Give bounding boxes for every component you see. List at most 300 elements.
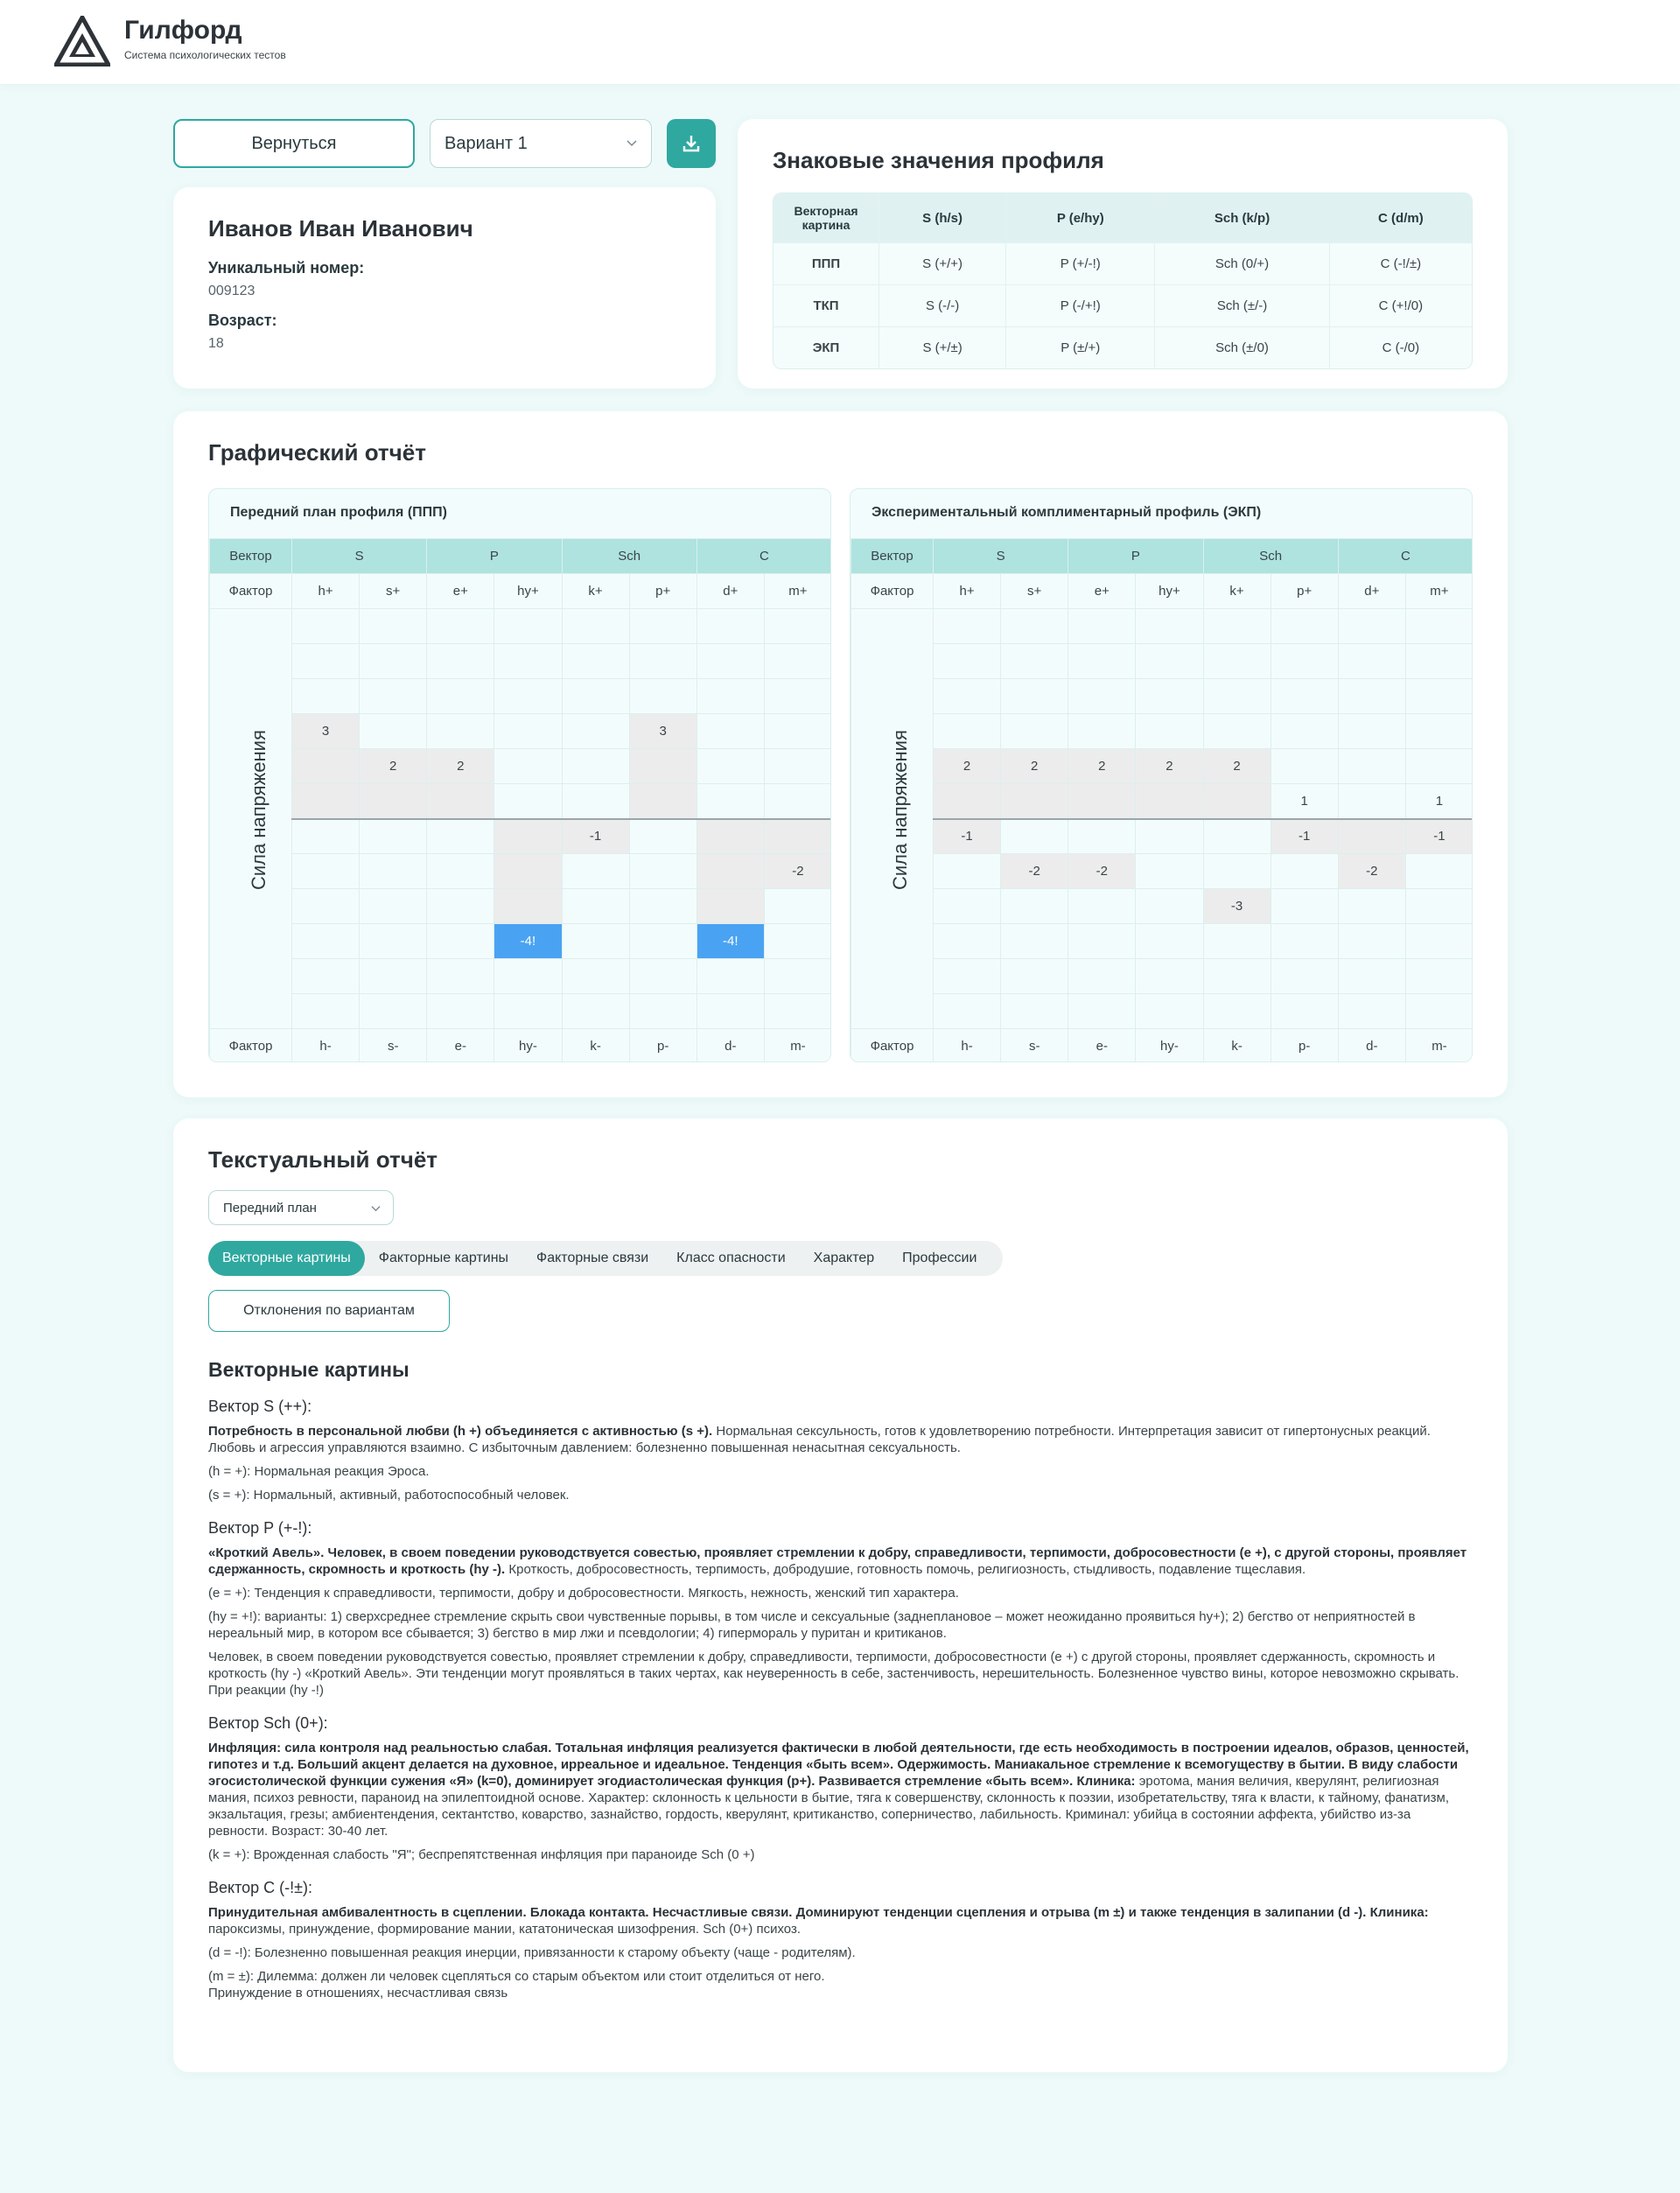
grid-row bbox=[851, 679, 1474, 714]
grid-cell bbox=[1136, 924, 1203, 959]
grid-cell bbox=[1203, 959, 1270, 994]
factor-header: h+ bbox=[934, 574, 1001, 609]
grid-cell bbox=[1405, 889, 1473, 924]
section-note: (hy = +!): варианты: 1) сверхсреднее стремление скрыть свои чувственные порывы, в том числе и сексуальные (заднеплановое – может неожиданно проявиться hy+); 2) бегство от неприятностей в нереальный мир, в котором все сбывается; 3) бегство в мир лжи и псевдологии; 4) гипермораль у пуритан и критиканов. bbox=[208, 1609, 1416, 1641]
grid-cell bbox=[696, 994, 764, 1029]
grid-cell bbox=[360, 924, 427, 959]
grid-cell: 1 bbox=[1405, 784, 1473, 819]
grid-cell bbox=[1068, 609, 1136, 644]
grid-cell bbox=[562, 924, 629, 959]
grid-cell bbox=[562, 644, 629, 679]
graphic-report-title: Графический отчёт bbox=[208, 439, 426, 466]
grid-cell bbox=[764, 784, 831, 819]
age-label: Возраст: bbox=[208, 312, 277, 329]
grid-cell: 1 bbox=[1270, 784, 1338, 819]
grid-cell bbox=[629, 889, 696, 924]
grid-row bbox=[210, 679, 832, 714]
grid-cell bbox=[1203, 819, 1270, 854]
factor-header: hy- bbox=[1136, 1029, 1203, 1063]
grid-cell bbox=[696, 889, 764, 924]
text-report-title: Текстуальный отчёт bbox=[208, 1146, 438, 1173]
grid-cell bbox=[1270, 609, 1338, 644]
grid-cell bbox=[292, 784, 360, 819]
grid-cell bbox=[629, 924, 696, 959]
grid-cell bbox=[562, 714, 629, 749]
grid-cell bbox=[1001, 784, 1068, 819]
grid-cell bbox=[1405, 959, 1473, 994]
grid-cell bbox=[494, 854, 562, 889]
grid-cell bbox=[1338, 644, 1405, 679]
grid-cell bbox=[1203, 994, 1270, 1029]
signs-cell: Sch (0/+) bbox=[1154, 242, 1328, 284]
grid-cell bbox=[427, 714, 494, 749]
grid-cell bbox=[360, 819, 427, 854]
grid-cell bbox=[1270, 644, 1338, 679]
grid-cell: 2 bbox=[1136, 749, 1203, 784]
factor-row-bottom bbox=[210, 1029, 832, 1063]
grid-cell bbox=[934, 784, 1001, 819]
grid-cell bbox=[1068, 819, 1136, 854]
signs-cell: S (+/±) bbox=[878, 326, 1005, 368]
plan-select[interactable] bbox=[208, 1190, 394, 1225]
grid-cell bbox=[562, 749, 629, 784]
factor-label: Фактор bbox=[210, 1029, 292, 1063]
grid-cell bbox=[1405, 924, 1473, 959]
grid-cell bbox=[1068, 784, 1136, 819]
report-heading: Векторные картины bbox=[208, 1358, 410, 1381]
section-paragraph: Инфляция: сила контроля над реальностью слабая. Тотальная инфляция реализуется фактически в любой деятельности, где есть необходимость в построении идеалов, образов, ценностей, гипотез и т.д. Больший акцент делается на духовное, ирреальное и идеальное. Тенденция «быть всем». Одержимость. Маниакальное стремление к всемогуществу в бытии. В виду слабости эгосистолической функции сужения «Я» (k=0), доминирует эгодиастолическая функция (p+). Развивается стремление «быть всем». Клиника: эротома, мания величия, кверулянт, религиозная мания, психоз ревности, параноид на эпилептоидной основе. Характер: склонность к цельности в бытие, тяга к совершенству, склонность к поэзии, изобретательству, тяга к власти, к тайному, фанатизм, экзальтация, грезы; амбиентендения, сектантство, коварство, зазнайство, гордость, кверулянт, критиканство, соперничество, лабильность. Криминал: убийца в состоянии аффекта, убийство из-за ревности. Возраст: 30-40 лет. bbox=[208, 1741, 1469, 1839]
vector-label: Вектор bbox=[851, 539, 934, 574]
grid-cell bbox=[360, 959, 427, 994]
vector-header: S bbox=[292, 539, 427, 574]
grid-cell bbox=[562, 854, 629, 889]
grid-cell bbox=[1405, 679, 1473, 714]
grid-cell bbox=[1270, 959, 1338, 994]
profile-signs-card bbox=[738, 119, 1508, 389]
grid-cell bbox=[1068, 679, 1136, 714]
factor-header: s- bbox=[1001, 1029, 1068, 1063]
grid-cell bbox=[629, 854, 696, 889]
profile-grid-ppp bbox=[208, 488, 831, 1062]
grid-cell bbox=[1136, 889, 1203, 924]
grid-cell bbox=[1338, 679, 1405, 714]
grid-cell bbox=[1068, 644, 1136, 679]
grid-cell bbox=[292, 924, 360, 959]
section-note: (d = -!): Болезненно повышенная реакция инерции, привязанности к старому объекту (чаще - родителям). bbox=[208, 1945, 856, 1960]
signs-cell: P (±/+) bbox=[1005, 326, 1154, 368]
factor-header: p+ bbox=[1270, 574, 1338, 609]
grid-cell bbox=[1136, 994, 1203, 1029]
grid-cell bbox=[494, 959, 562, 994]
profile-signs-table bbox=[773, 193, 1473, 369]
report-body bbox=[208, 1358, 1473, 2008]
grid-cell bbox=[562, 784, 629, 819]
grid-row bbox=[210, 819, 832, 854]
grid-cell bbox=[292, 609, 360, 644]
grid-cell bbox=[696, 644, 764, 679]
grid-cell bbox=[292, 644, 360, 679]
grid-cell bbox=[1405, 994, 1473, 1029]
grid-cell bbox=[1001, 889, 1068, 924]
factor-header: e- bbox=[1068, 1029, 1136, 1063]
signs-row bbox=[774, 326, 1472, 368]
grid-cell bbox=[1338, 609, 1405, 644]
factor-header: m+ bbox=[764, 574, 831, 609]
grid-cell bbox=[427, 784, 494, 819]
vector-header: C bbox=[1338, 539, 1473, 574]
grid-cell bbox=[1270, 749, 1338, 784]
grid-row bbox=[851, 609, 1474, 644]
factor-label: Фактор bbox=[851, 574, 934, 609]
grid-cell bbox=[696, 959, 764, 994]
grid-cell: 2 bbox=[1001, 749, 1068, 784]
grid-cell: -2 bbox=[1338, 854, 1405, 889]
grid-cell: -2 bbox=[1068, 854, 1136, 889]
factor-header: e- bbox=[427, 1029, 494, 1063]
grid-cell bbox=[696, 714, 764, 749]
grid-cell bbox=[696, 679, 764, 714]
vector-row bbox=[210, 539, 832, 574]
grid-cell bbox=[629, 609, 696, 644]
grid-cell bbox=[1203, 924, 1270, 959]
factor-header: e+ bbox=[427, 574, 494, 609]
factor-label: Фактор bbox=[851, 1029, 934, 1063]
grid-cell bbox=[1001, 714, 1068, 749]
grid-cell bbox=[1338, 784, 1405, 819]
grid-cell: -3 bbox=[1203, 889, 1270, 924]
grid-cell bbox=[1405, 854, 1473, 889]
unique-id-label: Уникальный номер: bbox=[208, 259, 365, 277]
tab-character[interactable]: Характер bbox=[813, 1251, 875, 1265]
grid-cell: 2 bbox=[360, 749, 427, 784]
grid-row bbox=[210, 609, 832, 644]
grid-cell bbox=[764, 959, 831, 994]
grid-cell bbox=[696, 854, 764, 889]
grid-cell bbox=[1405, 644, 1473, 679]
profile-signs-title: Знаковые значения профиля bbox=[773, 147, 1104, 173]
grid-row bbox=[210, 644, 832, 679]
grid-cell bbox=[629, 644, 696, 679]
vector-row bbox=[851, 539, 1474, 574]
section-title: Вектор Sch (0+): bbox=[208, 1714, 328, 1732]
grid-cell bbox=[629, 784, 696, 819]
section-title: Вектор P (+-!): bbox=[208, 1519, 312, 1537]
grid-cell bbox=[1001, 994, 1068, 1029]
vector-header: Sch bbox=[1203, 539, 1338, 574]
signs-header-cell: P (e/hy) bbox=[1005, 193, 1154, 242]
factor-header: d+ bbox=[696, 574, 764, 609]
tab-factor-pictures[interactable]: Факторные картины bbox=[378, 1251, 509, 1265]
factor-header: h- bbox=[934, 1029, 1001, 1063]
grid-row bbox=[851, 924, 1474, 959]
grid-row bbox=[851, 819, 1474, 854]
factor-header: d- bbox=[696, 1029, 764, 1063]
grid-cell bbox=[562, 889, 629, 924]
grid-cell bbox=[494, 784, 562, 819]
variant-select[interactable] bbox=[430, 119, 652, 168]
grid-row bbox=[210, 854, 832, 889]
grid-cell bbox=[764, 609, 831, 644]
grid-cell: 2 bbox=[1203, 749, 1270, 784]
profile-grid-table bbox=[209, 538, 831, 1062]
grid-cell bbox=[764, 749, 831, 784]
grid-cell bbox=[1203, 609, 1270, 644]
signs-cell: C (+!/0) bbox=[1329, 284, 1472, 326]
grid-cell bbox=[562, 609, 629, 644]
grid-cell bbox=[562, 959, 629, 994]
factor-header: k- bbox=[562, 1029, 629, 1063]
grid-cell: -1 bbox=[562, 819, 629, 854]
grid-cell bbox=[494, 679, 562, 714]
grid-row bbox=[851, 644, 1474, 679]
signs-cell: Sch (±/-) bbox=[1154, 284, 1328, 326]
grid-row bbox=[851, 784, 1474, 819]
grid-cell bbox=[1068, 714, 1136, 749]
factor-header: m+ bbox=[1405, 574, 1473, 609]
factor-label: Фактор bbox=[210, 574, 292, 609]
grid-row bbox=[851, 994, 1474, 1029]
grid-cell bbox=[1001, 609, 1068, 644]
grid-cell bbox=[764, 679, 831, 714]
grid-cell bbox=[562, 994, 629, 1029]
section-note: Принуждение в отношениях, несчастливая связь bbox=[208, 1986, 508, 2000]
factor-header: hy+ bbox=[1136, 574, 1203, 609]
section-paragraph: Принудительная амбивалентность в сцеплении. Блокада контакта. Несчастливые связи. Доминируют тенденции сцепления и отрыва (m ±) и также тенденция в залипании (d -). Клиника: пароксизмы, принуждение, формирование мании, кататоническая шизофрения. Sch (0+) психоз. bbox=[208, 1905, 1429, 1937]
grid-cell bbox=[1270, 679, 1338, 714]
person-name: Иванов Иван Иванович bbox=[208, 215, 473, 242]
grid-cell bbox=[494, 994, 562, 1029]
grid-cell bbox=[934, 854, 1001, 889]
grid-cell bbox=[1405, 714, 1473, 749]
axis-label: Сила напряжения bbox=[889, 730, 911, 890]
profile-grid-table bbox=[850, 538, 1473, 1062]
grid-cell bbox=[360, 994, 427, 1029]
vector-header: Sch bbox=[562, 539, 696, 574]
grid-cell bbox=[1068, 994, 1136, 1029]
report-tabs bbox=[208, 1241, 1003, 1276]
factor-header: s- bbox=[360, 1029, 427, 1063]
grid-cell bbox=[1338, 749, 1405, 784]
grid-cell bbox=[1203, 644, 1270, 679]
panel-title: Передний план профиля (ППП) bbox=[230, 505, 447, 520]
grid-cell: -1 bbox=[1270, 819, 1338, 854]
factor-header: s+ bbox=[1001, 574, 1068, 609]
brand-logo-icon bbox=[54, 16, 110, 67]
grid-cell bbox=[292, 854, 360, 889]
age-value: 18 bbox=[208, 336, 224, 351]
section-note: (k = +): Врожденная слабость "Я"; беспрепятственная инфляция при параноиде Sch (0 +) bbox=[208, 1847, 755, 1862]
grid-cell bbox=[427, 644, 494, 679]
signs-header-cell: S (h/s) bbox=[878, 193, 1005, 242]
section-note: (m = ±): Дилемма: должен ли человек сцепляться со старым объектом или стоит отделиться от него. bbox=[208, 1969, 825, 1984]
section-paragraph: Потребность в персональной любви (h +) объединяется с активностью (s +). Нормальная сексульность, готов к удовлетворению потребности. Интерпретация зависит от гипертонусных реакций. Любовь и агрессия управляются взаимно. С избыточным давлением: болезненно повышенная ненасытная сексуальность. bbox=[208, 1424, 1431, 1455]
grid-cell bbox=[629, 749, 696, 784]
grid-cell: -1 bbox=[934, 819, 1001, 854]
factor-header: p+ bbox=[629, 574, 696, 609]
factor-header: e+ bbox=[1068, 574, 1136, 609]
factor-header: hy- bbox=[494, 1029, 562, 1063]
grid-cell bbox=[1338, 819, 1405, 854]
variant-select-value: Вариант 1 bbox=[444, 133, 528, 153]
factor-header: s+ bbox=[360, 574, 427, 609]
deviations-button[interactable]: Отклонения по вариантам bbox=[208, 1290, 450, 1332]
grid-row bbox=[851, 749, 1474, 784]
factor-header: p- bbox=[1270, 1029, 1338, 1063]
grid-cell bbox=[292, 994, 360, 1029]
grid-cell bbox=[292, 959, 360, 994]
grid-row bbox=[851, 714, 1474, 749]
grid-cell: 3 bbox=[292, 714, 360, 749]
grid-cell bbox=[1270, 714, 1338, 749]
grid-row bbox=[851, 854, 1474, 889]
grid-cell bbox=[1203, 784, 1270, 819]
tab-vector-pictures[interactable]: Векторные картины bbox=[208, 1241, 365, 1276]
grid-cell bbox=[292, 749, 360, 784]
grid-cell bbox=[494, 644, 562, 679]
signs-row-label: ППП bbox=[774, 242, 878, 284]
grid-cell bbox=[764, 924, 831, 959]
grid-cell bbox=[1270, 889, 1338, 924]
factor-header: k- bbox=[1203, 1029, 1270, 1063]
factor-header: h+ bbox=[292, 574, 360, 609]
grid-cell bbox=[360, 714, 427, 749]
grid-cell bbox=[292, 679, 360, 714]
vector-header: S bbox=[934, 539, 1068, 574]
grid-cell bbox=[427, 924, 494, 959]
factor-header: k+ bbox=[1203, 574, 1270, 609]
grid-cell bbox=[360, 609, 427, 644]
brand-subtitle: Система психологических тестов bbox=[124, 49, 286, 61]
chevron-down-icon bbox=[371, 1203, 381, 1213]
grid-row bbox=[851, 959, 1474, 994]
grid-cell bbox=[1203, 714, 1270, 749]
factor-header: h- bbox=[292, 1029, 360, 1063]
grid-cell bbox=[1136, 714, 1203, 749]
grid-cell bbox=[764, 994, 831, 1029]
grid-cell bbox=[1068, 889, 1136, 924]
grid-cell bbox=[427, 854, 494, 889]
section-note: Человек, в своем поведении руководствуется совестью, проявляет стремлении к добру, справедливости, терпимости, добросовестности (е +) с другой стороны, проявляет сдержанность, скромность и кроткость (hy -) «Кроткий Авель». Эти тенденции могут проявляться в таких чертах, как неуверенность в себе, застенчивость, нерешительность. Болезненное чувство вины, которое невозможно скрывать. При реакции (hy -!) bbox=[208, 1650, 1460, 1698]
graphic-report-card bbox=[173, 411, 1508, 1097]
signs-cell: C (-!/±) bbox=[1329, 242, 1472, 284]
signs-header-cell: Sch (k/p) bbox=[1154, 193, 1328, 242]
signs-row bbox=[774, 284, 1472, 326]
tab-factor-links[interactable]: Факторные связи bbox=[536, 1251, 649, 1265]
grid-row bbox=[210, 784, 832, 819]
section-title: Вектор S (++): bbox=[208, 1398, 312, 1415]
grid-cell: 2 bbox=[427, 749, 494, 784]
factor-header: hy+ bbox=[494, 574, 562, 609]
signs-header-row bbox=[774, 193, 1472, 242]
grid-cell bbox=[494, 819, 562, 854]
grid-cell bbox=[1136, 854, 1203, 889]
grid-cell bbox=[494, 609, 562, 644]
signs-cell: S (-/-) bbox=[878, 284, 1005, 326]
tab-professions[interactable]: Профессии bbox=[902, 1251, 977, 1265]
grid-cell bbox=[360, 784, 427, 819]
signs-header-cell: C (d/m) bbox=[1329, 193, 1472, 242]
factor-header: m- bbox=[764, 1029, 831, 1063]
signs-cell: C (-/0) bbox=[1329, 326, 1472, 368]
panel-title: Экспериментальный комплиментарный профиль (ЭКП) bbox=[872, 505, 1262, 520]
factor-header: m- bbox=[1405, 1029, 1473, 1063]
grid-cell bbox=[427, 889, 494, 924]
grid-cell bbox=[494, 889, 562, 924]
grid-cell bbox=[934, 679, 1001, 714]
signs-header-cell: Векторная картина bbox=[774, 193, 878, 242]
signs-cell: P (+/-!) bbox=[1005, 242, 1154, 284]
grid-cell bbox=[1136, 959, 1203, 994]
grid-cell bbox=[1136, 819, 1203, 854]
grid-cell bbox=[427, 819, 494, 854]
grid-cell bbox=[629, 679, 696, 714]
factor-header: k+ bbox=[562, 574, 629, 609]
grid-cell bbox=[1001, 924, 1068, 959]
grid-cell bbox=[934, 959, 1001, 994]
grid-cell bbox=[1338, 924, 1405, 959]
grid-cell bbox=[494, 714, 562, 749]
chevron-down-icon bbox=[626, 137, 637, 148]
tab-danger-class[interactable]: Класс опасности bbox=[676, 1251, 786, 1265]
grid-cell bbox=[1001, 679, 1068, 714]
signs-cell: P (-/+!) bbox=[1005, 284, 1154, 326]
grid-cell bbox=[1001, 644, 1068, 679]
grid-cell bbox=[1338, 959, 1405, 994]
top-bar bbox=[0, 0, 1680, 84]
grid-cell bbox=[696, 784, 764, 819]
grid-cell bbox=[360, 644, 427, 679]
grid-cell bbox=[696, 609, 764, 644]
brand-name: Гилфорд bbox=[124, 16, 242, 45]
grid-cell bbox=[427, 609, 494, 644]
grid-cell: 2 bbox=[1068, 749, 1136, 784]
grid-cell: -2 bbox=[1001, 854, 1068, 889]
signs-row bbox=[774, 242, 1472, 284]
grid-cell: -1 bbox=[1405, 819, 1473, 854]
grid-row bbox=[210, 994, 832, 1029]
grid-row bbox=[851, 889, 1474, 924]
signs-row-label: ЭКП bbox=[774, 326, 878, 368]
grid-cell bbox=[427, 959, 494, 994]
grid-cell bbox=[629, 959, 696, 994]
grid-cell bbox=[934, 994, 1001, 1029]
grid-cell bbox=[764, 889, 831, 924]
grid-cell bbox=[292, 889, 360, 924]
signs-row-label: ТКП bbox=[774, 284, 878, 326]
grid-cell bbox=[696, 819, 764, 854]
grid-row bbox=[210, 749, 832, 784]
grid-cell bbox=[629, 994, 696, 1029]
vector-header: C bbox=[696, 539, 831, 574]
factor-header: d+ bbox=[1338, 574, 1405, 609]
grid-cell bbox=[292, 819, 360, 854]
download-button[interactable] bbox=[667, 119, 716, 168]
unique-id-value: 009123 bbox=[208, 284, 256, 298]
grid-cell bbox=[427, 994, 494, 1029]
grid-cell: 3 bbox=[629, 714, 696, 749]
grid-cell bbox=[1136, 679, 1203, 714]
grid-cell bbox=[764, 644, 831, 679]
download-icon bbox=[681, 133, 702, 154]
grid-cell bbox=[1068, 959, 1136, 994]
grid-cell bbox=[1136, 644, 1203, 679]
back-button[interactable]: Вернуться bbox=[173, 119, 415, 168]
grid-cell bbox=[1270, 994, 1338, 1029]
factor-header: p- bbox=[629, 1029, 696, 1063]
grid-cell: -4! bbox=[494, 924, 562, 959]
factor-header: d- bbox=[1338, 1029, 1405, 1063]
vector-label: Вектор bbox=[210, 539, 292, 574]
